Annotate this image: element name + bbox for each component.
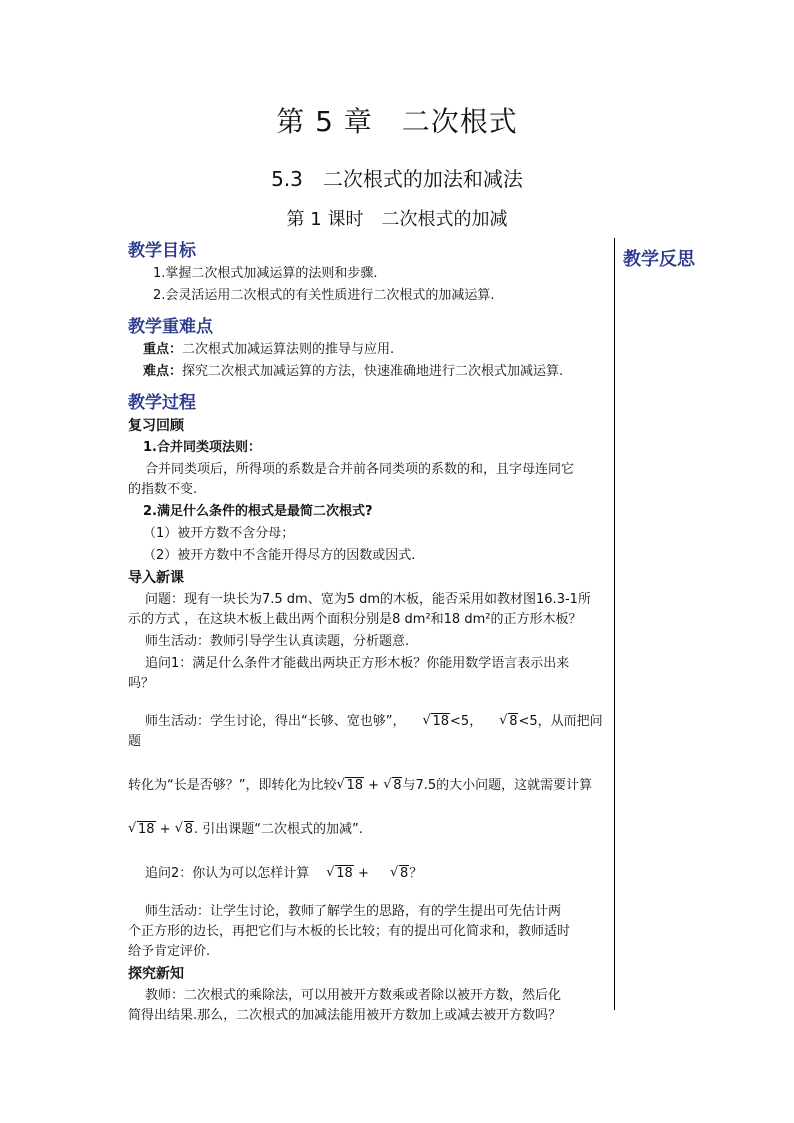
sqrt-18: √ 18 [309, 864, 354, 884]
activity-2-text-b: <5， [450, 714, 483, 729]
review-question-1: 1.合并同类项法则： [143, 440, 261, 455]
activity-2-line3: √ 18 + √ 8. 引出课题“二次根式的加减”. [128, 820, 608, 840]
sqrt-18: √ 18 [336, 776, 364, 796]
intro-problem-line2: 示的方式 ，在这块木板上截出两个面积分别是8 dm²和18 dm²的正方形木板？ [128, 612, 582, 627]
activity-2-text-c: <5，从而把问题 [128, 714, 603, 749]
review-answer-1-line1: 合并同类项后，所得项的系数是合并前各同类项的系数的和，且字母连同它 [145, 462, 575, 477]
difficulty-text: 探究二次根式加减运算的方法，快速准确地进行二次根式加减运算. [182, 364, 564, 379]
explore-line2: 简得出结果.那么，二次根式的加减法能用被开方数加上或减去被开方数吗？ [128, 1008, 562, 1023]
sqrt-8: √ 8 [373, 864, 409, 884]
condition-2: （2）被开方数中不含能开得尽方的因数或因式. [143, 548, 416, 563]
intro-problem-line1: 问题：现有一块长为7.5 dm、宽为5 dm的木板，能否采用如教材图16.3-1所 [145, 592, 591, 607]
chapter-title: 第 5 章 二次根式 [276, 105, 518, 138]
activity-1: 师生活动：教师引导学生认真读题，分析题意. [145, 634, 410, 649]
followup-1-line2: 吗？ [128, 676, 155, 691]
activity-2-text-a: 师生活动：学生讨论，得出“长够、宽也够”， [145, 714, 406, 729]
followup-1 [128, 654, 608, 694]
activity-3-line3: 给予肯定评价. [128, 944, 211, 959]
explore-text [128, 986, 608, 1026]
review-question-2: 2.满足什么条件的根式是最简二次根式? [143, 504, 373, 519]
activity-2-text-d: 转化为“长是否够？”，即转化为比较 [128, 778, 337, 793]
condition-1: （1）被开方数不含分母； [143, 526, 295, 541]
column-divider [614, 238, 615, 1010]
followup-2: 追问2：你认为可以怎样计算√ 18 + √ 8？ [128, 864, 608, 884]
focus-text: 二次根式加减运算法则的推导与应用. [182, 342, 395, 357]
lesson-body [128, 238, 608, 1028]
difficulty-line [128, 362, 608, 382]
sqrt-8: √ 8 [175, 820, 194, 840]
teaching-reflection-label: 教学反思 [623, 249, 695, 270]
review-answer-1-line2: 的指数不变. [128, 482, 198, 497]
section-title: 5.3 二次根式的加法和减法 [271, 167, 523, 191]
goal-item: 1.掌握二次根式加减运算的法则和步骤. [153, 266, 378, 281]
activity-3-line2: 个正方形的边长，再把它们与木板的长比较；有的提出可化简求和，教师适时 [128, 924, 571, 939]
explore-heading: 探究新知 [128, 966, 184, 982]
intro-problem [128, 590, 608, 630]
focus-label: 重点： [143, 342, 183, 357]
intro-heading: 导入新课 [128, 570, 184, 586]
sqrt-8: √ 8 [383, 776, 402, 796]
review-answer-1 [128, 460, 608, 500]
goal-item: 2.会灵活运用二次根式的有关性质进行二次根式的加减运算. [153, 288, 495, 303]
difficulty-label: 难点： [143, 364, 183, 379]
focus-line [128, 340, 608, 360]
activity-2-line2: 转化为“长是否够？”，即转化为比较√ 18 + √ 8与7.5的大小问题，这就需要计算 [128, 776, 608, 796]
activity-2-text-f: . 引出课题“二次根式的加减”. [194, 822, 363, 837]
activity-2-text-e: 与7.5的大小问题，这就需要计算 [402, 778, 593, 793]
sqrt-8: √ 8 [482, 712, 518, 732]
activity-2-line1 [128, 712, 608, 752]
sqrt-18: √ 18 [405, 712, 450, 732]
activity-3 [128, 902, 608, 962]
activity-3-line1: 师生活动：让学生讨论，教师了解学生的思路，有的学生提出可先估计两 [145, 904, 562, 919]
process-heading: 教学过程 [128, 393, 196, 413]
followup-2-text: 追问2：你认为可以怎样计算 [145, 866, 310, 881]
goals-heading: 教学目标 [128, 241, 196, 261]
sqrt-18: √ 18 [128, 820, 156, 840]
lesson-title: 第 1 课时 二次根式的加减 [286, 209, 508, 230]
review-heading: 复习回顾 [128, 418, 184, 434]
explore-line1: 教师：二次根式的乘除法，可以用被开方数乘或者除以被开方数，然后化 [145, 988, 562, 1003]
followup-1-line1: 追问1：满足什么条件才能截出两块正方形木板？你能用数学语言表示出来 [145, 656, 570, 671]
key-points-heading: 教学重难点 [128, 317, 213, 337]
